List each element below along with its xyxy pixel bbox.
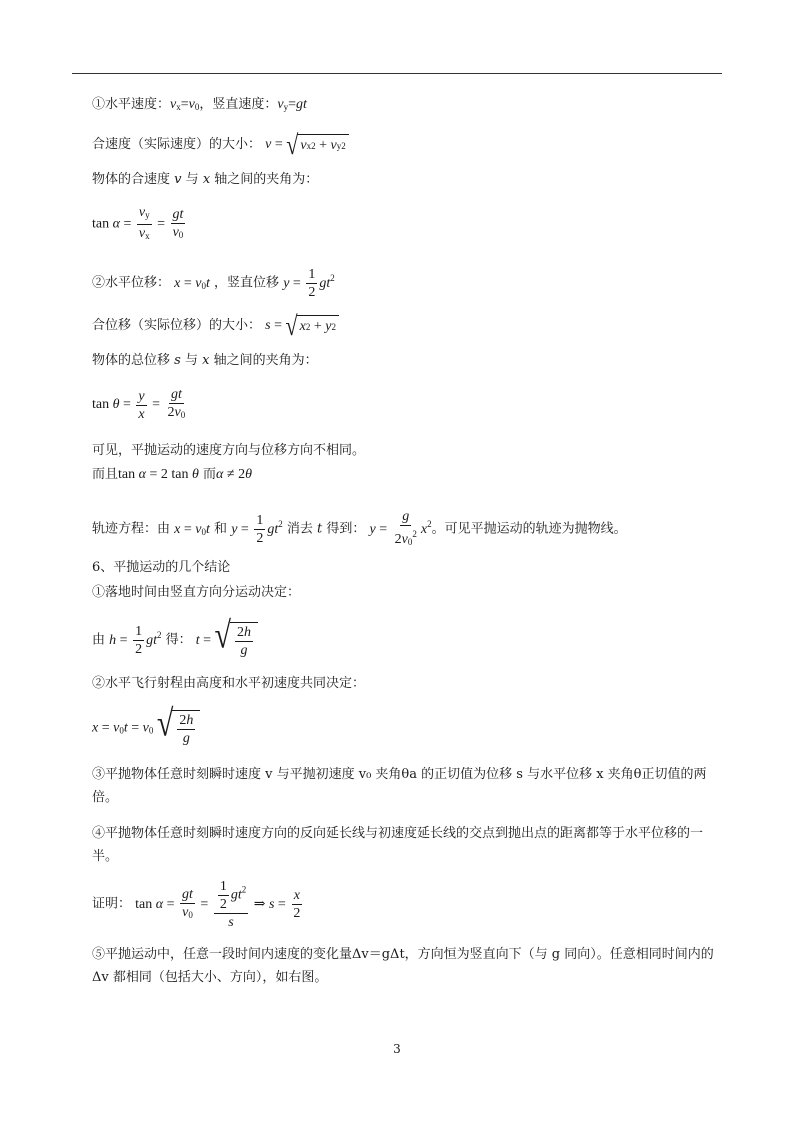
velocity-angle-text: 物体的合速度 v 与 x 轴之间的夹角为：	[92, 172, 319, 187]
conclusion-5-text: ⑤平抛运动中，任意一段时间内速度的变化量Δv＝gΔt，方向恒为竖直向下（与 g 同向）。任意相同时间内的Δv 都相同（包括大小、方向），如右图。	[92, 947, 714, 985]
fall-time-formula: 由 h = $\frac{1}{2}$ $gt^2$ 得： t = √ $\frac{2h}{g}$	[92, 622, 258, 659]
displacement-angle-text: 物体的总位移 s 与 x 轴之间的夹角为：	[92, 353, 318, 368]
conclusion-text: 可见，平抛运动的速度方向与位移方向不相同。	[92, 443, 366, 458]
conclusion-3-text: ③平抛物体任意时刻瞬时速度 v 与平抛初速度 v₀ 夹角θa 的正切值为位移 s 与水平位移 x 夹角θ正切值的两倍。	[92, 767, 707, 805]
range-formula: $x = v_0t = v_0$ √ $\frac{2h}{g}$	[92, 710, 200, 747]
header-rule	[72, 73, 722, 74]
tan-relation-line: 而且tan α = 2 tan θ 而α ≠ 2θ	[92, 467, 252, 482]
sqrt-velocity: √ v x 2 + v y 2	[286, 134, 348, 156]
displacement-components-line: ②水平位移： $x = v_0t$ ，竖直位移 y = $\frac{1}{2}$ $gt^2$	[92, 267, 335, 300]
conclusion-4-text: ④平抛物体任意时刻瞬时速度方向的反向延长线与初速度延长线的交点到抛出点的距离都等于水平位移的一半。	[92, 826, 704, 864]
trajectory-line: 轨迹方程：由 $x = v_0t$ 和 y = $\frac{1}{2}$ $gt^2$ 消去 t 得到： y = $\frac{g}{2v_0^2}$ $x^2$。可见平抛运动的轨迹为抛物线。	[92, 509, 627, 547]
section-6-title: 6、平抛运动的几个结论	[92, 560, 231, 575]
displacement-magnitude-line: 合位移（实际位移）的大小： s = √ x 2 + y 2	[92, 315, 339, 337]
conclusion-2-text: ②水平飞行射程由高度和水平初速度共同决定：	[92, 676, 366, 691]
combined-speed-line: 合速度（实际速度）的大小： v = √ v x 2 + v y 2	[92, 134, 349, 156]
proof-formula: 证明： tan α = $\frac{gt}{v_0}$ = $\frac{1}{2}$ $gt^2$ s ⇒ s = $\frac{x}{2}$	[92, 879, 301, 930]
conclusion-1-text: ①落地时间由竖直方向分运动决定：	[92, 585, 301, 600]
velocity-components-line: ①水平速度：$v_x=v_0$，竖直速度：$v_y=gt$	[92, 97, 307, 112]
tan-theta-formula: tan θ = $\frac{y}{x}$ = $\frac{gt}{2v_0}$	[92, 387, 186, 422]
tan-alpha-formula: tan α = $\frac{v_y}{v_x}$ = $\frac{gt}{v_0}$	[92, 205, 184, 241]
page-number: 3	[393, 1042, 401, 1056]
sqrt-displacement: √ x 2 + y 2	[286, 315, 339, 337]
